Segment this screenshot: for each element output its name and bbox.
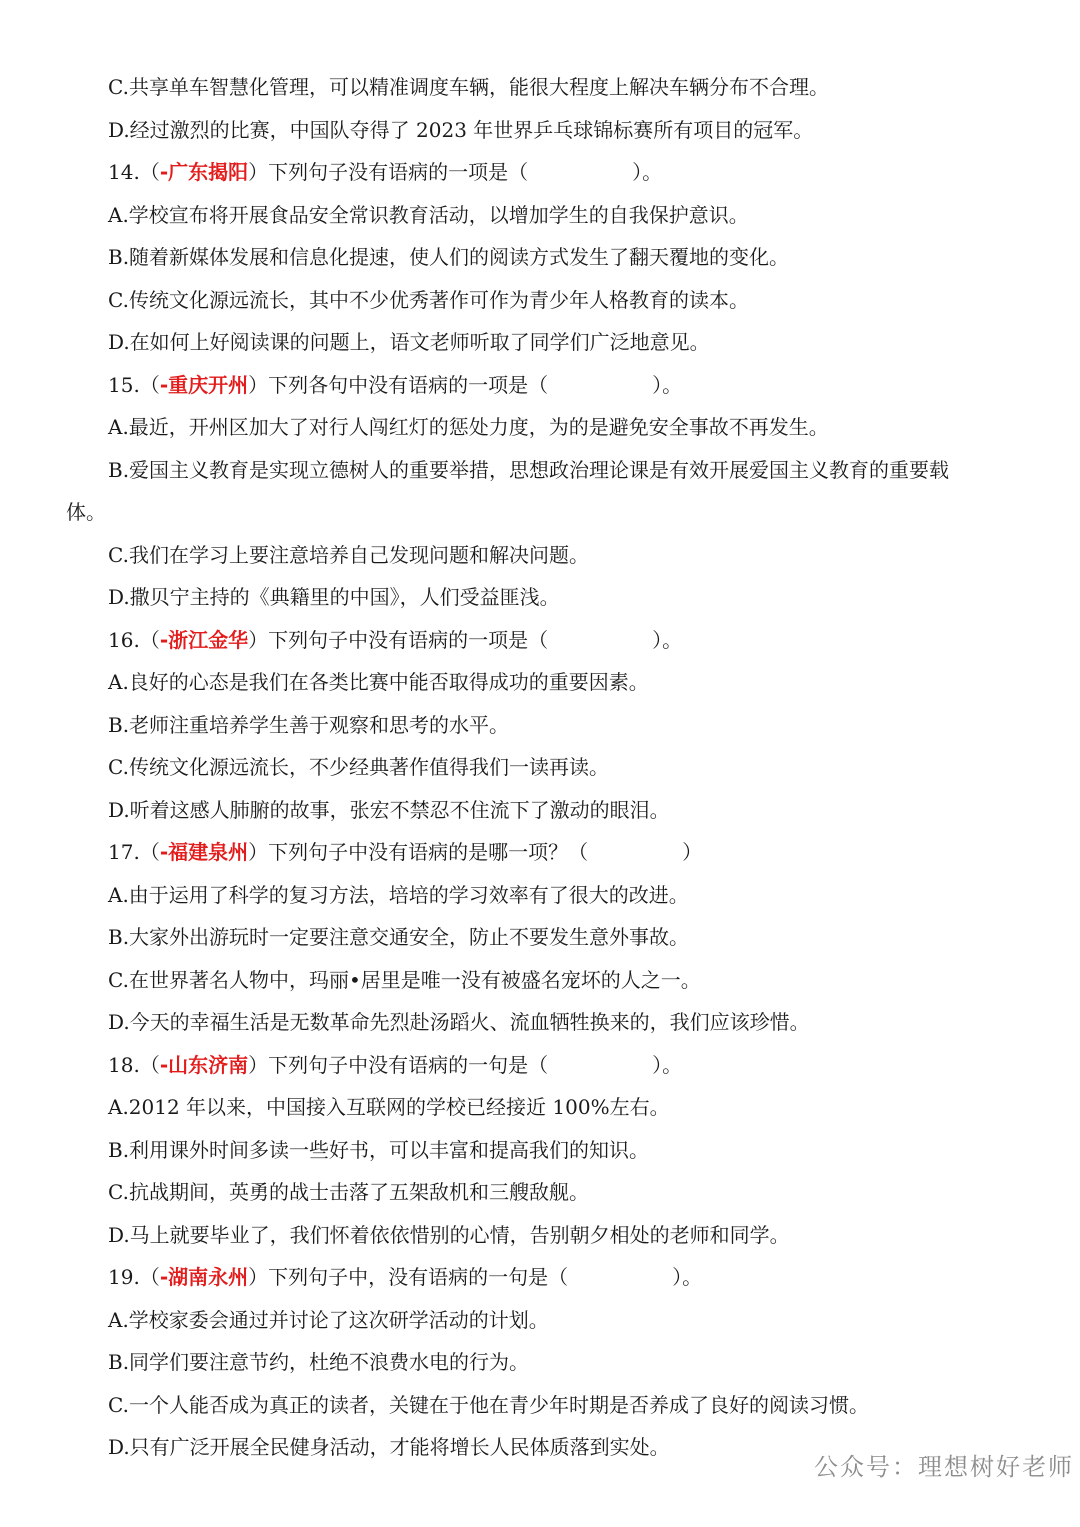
question-number: 16.: [108, 628, 140, 652]
q16-option-d: D.听着这感人肺腑的故事，张宏不禁忍不住流下了激动的眼泪。: [108, 798, 670, 822]
paren-open: （: [139, 628, 160, 652]
q15-option-d: D.撒贝宁主持的《典籍里的中国》，人们受益匪浅。: [108, 585, 560, 609]
paren-close: ）。: [652, 1053, 683, 1077]
q18-stem: [108, 1051, 682, 1079]
question-text: ）下列句子中，没有语病的一句是（: [248, 1265, 569, 1289]
q14-option-b: B.随着新媒体发展和信息化提速，使人们的阅读方式发生了翻天覆地的变化。: [108, 245, 790, 269]
paren-close: ）。: [632, 160, 663, 184]
paren-open: （: [139, 840, 160, 864]
question-source: -浙江金华: [159, 628, 249, 652]
question-source: -湖南永州: [159, 1265, 249, 1289]
q15-option-b-wrap: 体。: [66, 500, 106, 524]
question-text: ）下列句子没有语病的一项是（: [248, 160, 529, 184]
q13-option-c: C.共享单车智慧化管理，可以精准调度车辆，能很大程度上解决车辆分布不合理。: [108, 75, 829, 99]
question-source: -福建泉州: [159, 840, 249, 864]
q18-option-c: C.抗战期间，英勇的战士击落了五架敌机和三艘敌舰。: [108, 1180, 589, 1204]
q19-option-c: C.一个人能否成为真正的读者，关键在于他在青少年时期是否养成了良好的阅读习惯。: [108, 1393, 869, 1417]
q14-option-c: C.传统文化源远流长，其中不少优秀著作可作为青少年人格教育的读本。: [108, 288, 749, 312]
question-number: 15.: [108, 373, 140, 397]
q15-option-b: B.爱国主义教育是实现立德树人的重要举措，思想政治理论课是有效开展爱国主义教育的重要载: [108, 458, 950, 482]
q17-option-c: C.在世界著名人物中，玛丽•居里是唯一没有被盛名宠坏的人之一。: [108, 968, 701, 992]
question-text: ）下列句子中没有语病的是哪一项？（: [248, 840, 589, 864]
q14-option-d: D.在如何上好阅读课的问题上，语文老师听取了同学们广泛地意见。: [108, 330, 710, 354]
question-number: 14.: [108, 160, 140, 184]
q19-option-d: D.只有广泛开展全民健身活动，才能将增长人民体质落到实处。: [108, 1435, 670, 1459]
question-text: ）下列句子中没有语病的一项是（: [248, 628, 549, 652]
watermark-text: 公众号：理想树好老师: [814, 1453, 1074, 1481]
paren-close: ）。: [652, 373, 683, 397]
paren-open: （: [139, 1265, 160, 1289]
q14-option-a: A.学校宣布将开展食品安全常识教育活动，以增加学生的自我保护意识。: [108, 203, 749, 227]
q17-option-d: D.今天的幸福生活是无数革命先烈赴汤蹈火、流血牺牲换来的，我们应该珍惜。: [108, 1010, 810, 1034]
q14-stem: [108, 158, 662, 186]
q16-option-b: B.老师注重培养学生善于观察和思考的水平。: [108, 713, 510, 737]
question-number: 18.: [108, 1053, 140, 1077]
q18-option-a: A.2012 年以来，中国接入互联网的学校已经接近 100%左右。: [108, 1095, 670, 1119]
paren-close: ）。: [652, 628, 683, 652]
paren-open: （: [139, 373, 160, 397]
paren-close: ）。: [672, 1265, 703, 1289]
question-number: 19.: [108, 1265, 140, 1289]
question-source: -广东揭阳: [159, 160, 249, 184]
q17-option-a: A.由于运用了科学的复习方法，培培的学习效率有了很大的改进。: [108, 883, 689, 907]
q18-option-b: B.利用课外时间多读一些好书，可以丰富和提高我们的知识。: [108, 1138, 650, 1162]
q17-stem: [108, 838, 702, 866]
q17-option-b: B.大家外出游玩时一定要注意交通安全，防止不要发生意外事故。: [108, 925, 690, 949]
q15-stem: [108, 371, 682, 399]
question-source: -山东济南: [159, 1053, 249, 1077]
q15-option-c: C.我们在学习上要注意培养自己发现问题和解决问题。: [108, 543, 589, 567]
paren-open: （: [139, 1053, 160, 1077]
question-source: -重庆开州: [159, 373, 249, 397]
q19-option-a: A.学校家委会通过并讨论了这次研学活动的计划。: [108, 1308, 549, 1332]
paren-close: ）: [682, 840, 703, 864]
q19-stem: [108, 1263, 702, 1291]
q19-option-b: B.同学们要注意节约，杜绝不浪费水电的行为。: [108, 1350, 530, 1374]
question-text: ）下列各句中没有语病的一项是（: [248, 373, 549, 397]
q16-stem: [108, 626, 682, 654]
q15-option-a: A.最近，开州区加大了对行人闯红灯的惩处力度，为的是避免安全事故不再发生。: [108, 415, 829, 439]
q13-option-d: D.经过激烈的比赛，中国队夺得了 2023 年世界乒乓球锦标赛所有项目的冠军。: [108, 118, 814, 142]
question-text: ）下列句子中没有语病的一句是（: [248, 1053, 549, 1077]
q18-option-d: D.马上就要毕业了，我们怀着依依惜别的心情，告别朝夕相处的老师和同学。: [108, 1223, 790, 1247]
question-number: 17.: [108, 840, 140, 864]
paren-open: （: [139, 160, 160, 184]
q16-option-c: C.传统文化源远流长，不少经典著作值得我们一读再读。: [108, 755, 609, 779]
q16-option-a: A.良好的心态是我们在各类比赛中能否取得成功的重要因素。: [108, 670, 649, 694]
